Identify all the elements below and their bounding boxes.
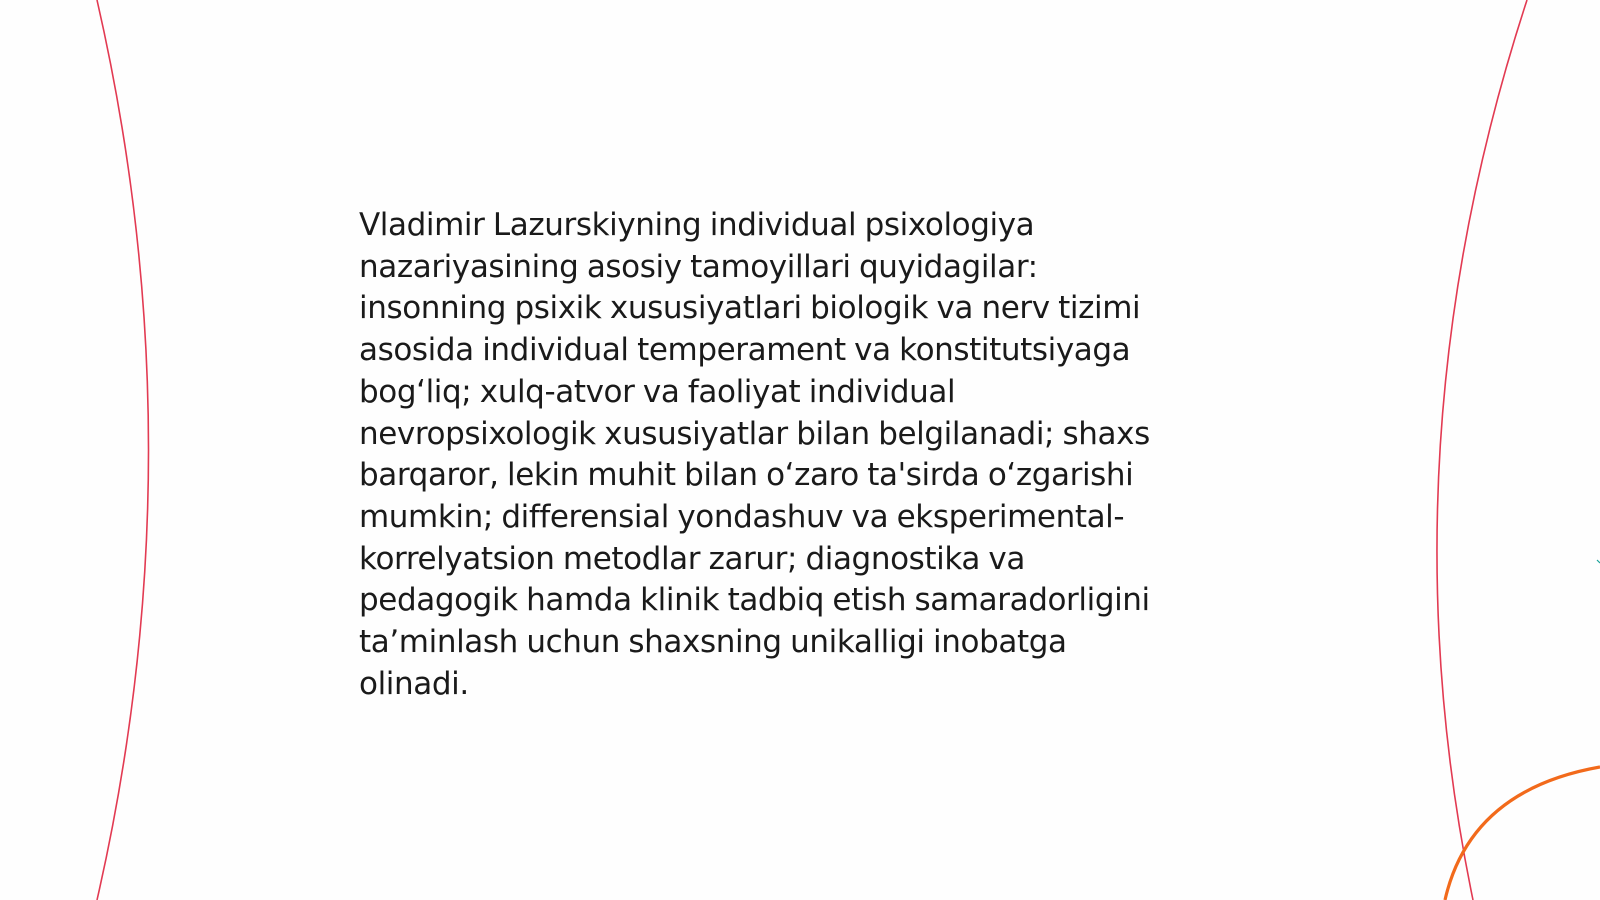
body-line: barqaror, lekin muhit bilan o‘zaro ta'sirda o‘zgarishi <box>359 457 1134 494</box>
left-decorative-curve <box>97 0 149 900</box>
body-line: ta’minlash uchun shaxsning unikalligi inobatga <box>359 624 1067 661</box>
body-line: pedagogik hamda klinik tadbiq etish samaradorligini <box>359 582 1150 619</box>
body-line: insonning psixik xususiyatlari biologik va nerv tizimi <box>359 290 1141 327</box>
body-line: korrelyatsion metodlar zarur; diagnostika va <box>359 540 1025 577</box>
body-line: mumkin; differensial yondashuv va eksperimental- <box>359 498 1125 535</box>
body-line: nazariyasining asosiy tamoyillari quyidagilar: <box>359 248 1038 285</box>
body-text <box>359 205 1239 705</box>
body-line: olinadi. <box>359 665 469 702</box>
body-line: asosida individual temperament va konstitutsiyaga <box>359 332 1131 369</box>
body-line: Vladimir Lazurskiyning individual psixologiya <box>359 207 1035 243</box>
body-line: nevropsixologik xususiyatlar bilan belgilanadi; shaxs <box>359 415 1150 452</box>
body-line: bog‘liq; xulq-atvor va faoliyat individual <box>359 373 956 410</box>
right-decorative-curve <box>1437 0 1527 900</box>
